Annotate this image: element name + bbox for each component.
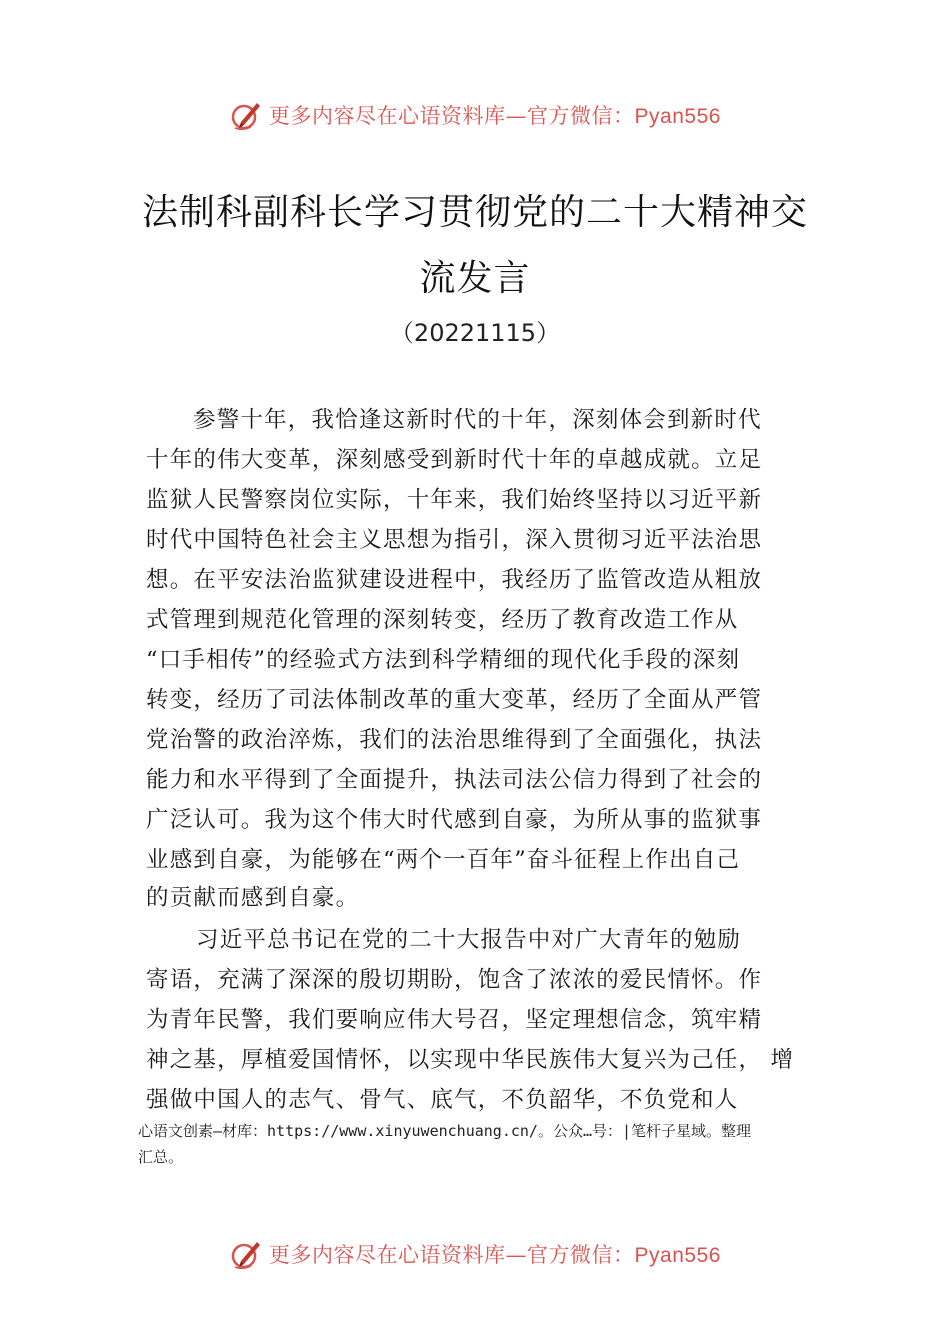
paragraph-line: 的贡献而感到自豪。 xyxy=(146,885,360,911)
watermark-text: 更多内容尽在心语资料库—官方微信：Pyan556 xyxy=(269,104,721,128)
paragraph-line: 能力和水平得到了全面提升，执法司法公信力得到了社会的 xyxy=(146,767,763,793)
paragraph-line: 强做中国人的志气、骨气、底气，不负韶华，不负党和人 xyxy=(146,1087,739,1113)
paragraph-line: 为青年民警，我们要响应伟大号召，坚定理想信念，筑牢精 xyxy=(146,1007,763,1033)
watermark-banner-bottom xyxy=(0,1234,950,1274)
paragraph-line: 时代中国特色社会主义思想为指引，深入贯彻习近平法治思 xyxy=(146,527,763,553)
quill-pen-logo-icon xyxy=(229,98,263,132)
footer-note-line-2: 汇总。 xyxy=(138,1148,184,1166)
paragraph-line: 监狱人民警察岗位实际，十年来，我们始终坚持以习近平新 xyxy=(146,487,763,513)
paragraph-line: 十年的伟大变革，深刻感受到新时代十年的卓越成就。立足 xyxy=(146,447,763,473)
paragraph-line: 神之基，厚植爱国情怀，以实现中华民族伟大复兴为己任， 增 xyxy=(146,1047,795,1073)
wechat-id: Pyan556 xyxy=(634,1244,721,1267)
wechat-id: Pyan556 xyxy=(634,105,721,128)
paragraph-line: 广泛认可。我为这个伟大时代感到自豪，为所从事的监狱事 xyxy=(146,807,763,833)
footer-note-line-1: 心语文创素—材库：https://www.xinyuwenchuang.cn/。公众…号：|笔杆子星域。整理 xyxy=(138,1122,752,1140)
document-title-line-1: 法制科副科长学习贯彻党的二十大精神交 xyxy=(141,192,808,233)
paragraph-line: 习近平总书记在党的二十大报告中对广大青年的勉励 xyxy=(196,927,742,953)
watermark-banner-top xyxy=(0,95,950,135)
paragraph-line: 想。在平安法治监狱建设进程中，我经历了监管改造从粗放 xyxy=(146,567,763,593)
paragraph-line: 参警十年，我恰逢这新时代的十年，深刻体会到新时代 xyxy=(193,407,762,433)
paragraph-line: 党治警的政治淬炼，我们的法治思维得到了全面强化，执法 xyxy=(146,727,763,753)
watermark-text: 更多内容尽在心语资料库—官方微信：Pyan556 xyxy=(269,1243,721,1267)
paragraph-line: 式管理到规范化管理的深刻转变，经历了教育改造工作从 xyxy=(146,607,739,633)
paragraph-line: 寄语，充满了深深的殷切期盼，饱含了浓浓的爱民情怀。作 xyxy=(146,967,763,993)
quill-pen-logo-icon xyxy=(229,1237,263,1271)
paragraph-line: 业感到自豪，为能够在“两个一百年”奋斗征程上作出自己 xyxy=(146,847,741,873)
paragraph-line: “口手相传”的经验式方法到科学精细的现代化手段的深刻 xyxy=(146,647,741,673)
document-title-line-2: 流发言 xyxy=(419,258,531,299)
paragraph-line: 转变，经历了司法体制改革的重大变革，经历了全面从严管 xyxy=(146,687,763,713)
document-date: （20221115） xyxy=(389,319,561,347)
